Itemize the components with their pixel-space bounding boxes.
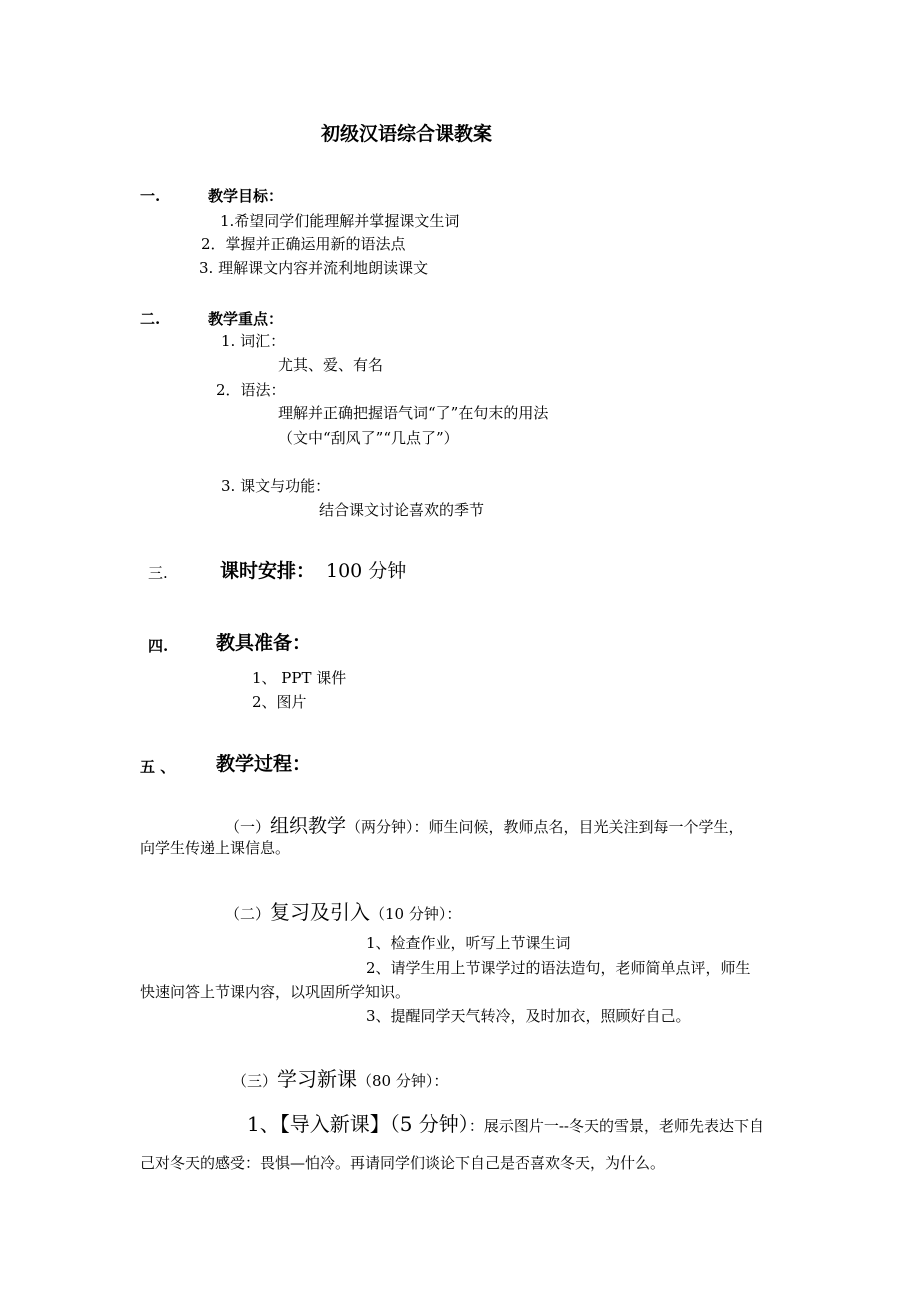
step-3-prefix: （三） (232, 1072, 278, 1090)
grammar-example: （文中“刮风了”“几点了”） (278, 429, 459, 447)
objective-item: 2．掌握并正确运用新的语法点 (201, 235, 406, 253)
step-1-prefix: （一） (225, 818, 271, 836)
class-duration: 100 分钟 (326, 560, 407, 582)
section-3-heading: 课时安排： (220, 560, 316, 582)
vocab-label: 1. 词汇： (221, 332, 286, 350)
section-1-number: 一. (140, 187, 161, 205)
intro-line (247, 1111, 764, 1137)
step-3-duration: （80 分钟）： (357, 1072, 449, 1090)
step-1-line-2: 向学生传递上课信息。 (140, 839, 291, 857)
grammar-content: 理解并正确把握语气词“了”在句末的用法 (278, 404, 549, 422)
step-2-duration: （10 分钟）： (370, 905, 462, 923)
text-content: 结合课文讨论喜欢的季节 (319, 501, 485, 519)
review-item: 3、提醒同学天气转冷，及时加衣，照顾好自己。 (366, 1007, 691, 1025)
step-1-description: （两分钟）：师生问候，教师点名，目光关注到每一个学生， (346, 818, 744, 836)
step-2-line (225, 899, 461, 925)
vocab-content: 尤其、爱、有名 (278, 356, 384, 374)
text-label: 3. 课文与功能： (221, 477, 331, 495)
section-3-number: 三. (148, 564, 168, 582)
grammar-label: 2．语法： (216, 381, 286, 399)
section-1-heading: 教学目标： (208, 187, 284, 205)
objective-item: 3. 理解课文内容并流利地朗读课文 (199, 259, 429, 277)
review-item: 1、检查作业，听写上节课生词 (366, 934, 571, 952)
step-3-line (232, 1066, 448, 1092)
page-title: 初级汉语综合课教案 (321, 123, 493, 145)
review-item: 2、请学生用上节课学过的语法造句，老师简单点评，师生 (366, 959, 751, 977)
material-item: 2、图片 (252, 693, 307, 711)
section-2-heading: 教学重点： (208, 310, 284, 328)
step-1-line (225, 814, 744, 838)
intro-line-2: 己对冬天的感受：畏惧—怕冷。再请同学们谈论下自己是否喜欢冬天，为什么。 (140, 1154, 666, 1172)
step-2-title: 复习及引入 (270, 900, 371, 924)
section-2-number: 二. (140, 310, 161, 328)
step-3-title: 学习新课 (277, 1067, 358, 1091)
review-item-continued: 快速问答上节课内容，以巩固所学知识。 (140, 983, 411, 1001)
intro-heading: 1、【导入新课】（5 分钟） (247, 1112, 469, 1136)
section-4-number: 四. (148, 637, 169, 655)
intro-description: ：展示图片一--冬天的雪景，老师先表达下自 (468, 1117, 764, 1135)
section-4-heading: 教具准备： (216, 632, 312, 654)
section-5-heading: 教学过程： (216, 753, 312, 775)
step-2-prefix: （二） (225, 905, 271, 923)
objective-item: 1.希望同学们能理解并掌握课文生词 (220, 212, 460, 230)
section-5-number: 五 、 (140, 758, 176, 776)
step-1-title: 组织教学 (270, 815, 347, 837)
material-item: 1、 PPT 课件 (252, 669, 347, 687)
